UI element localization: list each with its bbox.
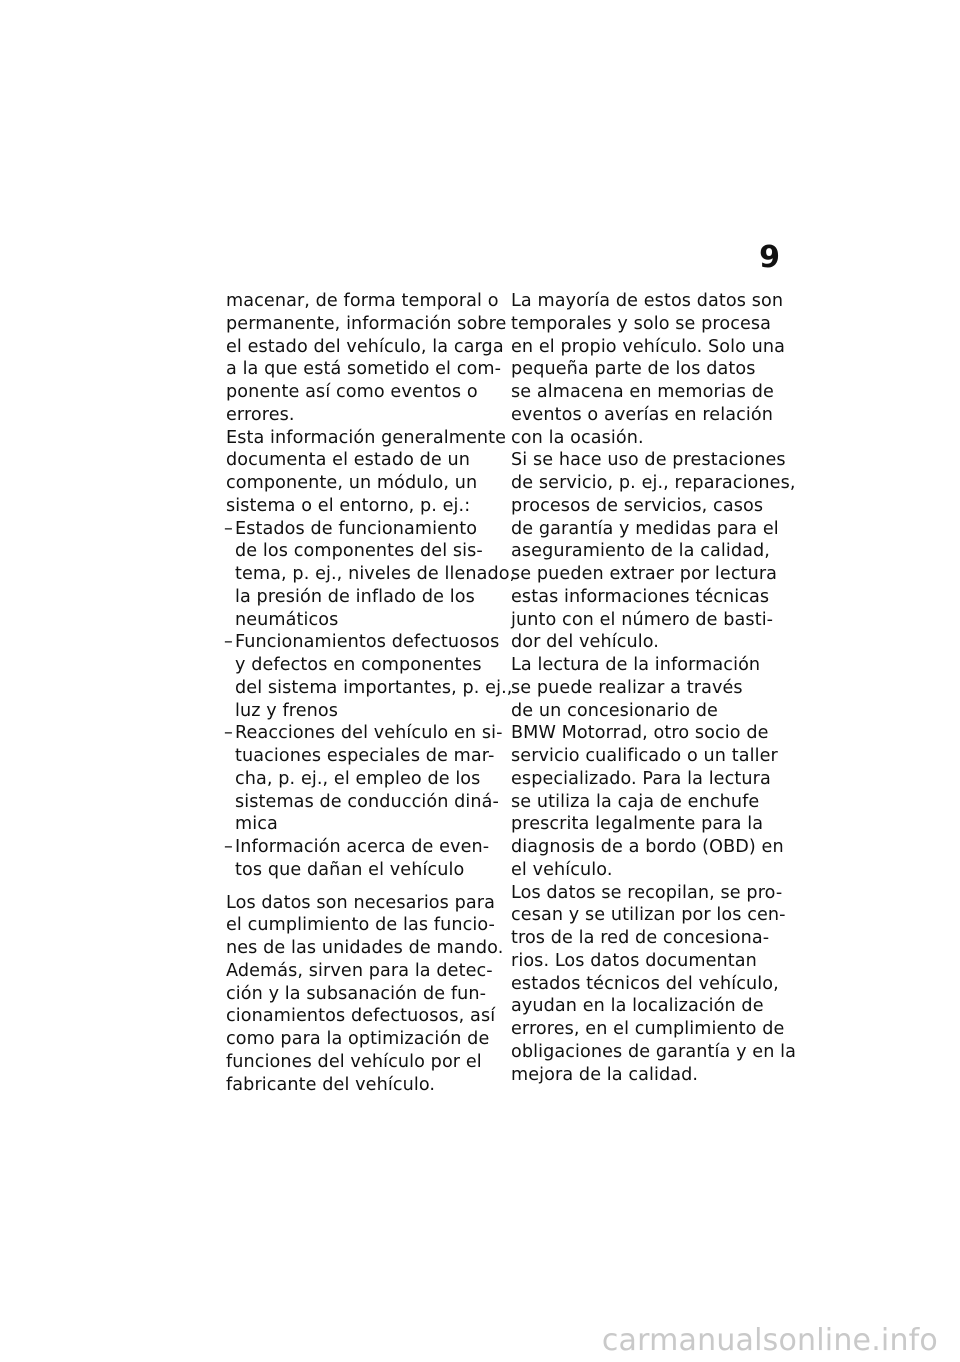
list-item xyxy=(226,836,494,882)
paragraph-left-2 xyxy=(226,427,507,518)
list-item xyxy=(224,722,503,836)
text-line: se pueden extraer por lectura xyxy=(511,564,778,584)
text-line: y defectos en componentes xyxy=(235,655,482,675)
left-column xyxy=(224,290,516,1096)
bullet-dash: – xyxy=(224,723,233,744)
text-line: Los datos se recopilan, se pro- xyxy=(511,882,783,903)
paragraph-left-1 xyxy=(226,290,507,427)
right-column xyxy=(511,290,797,1086)
text-line: funciones del vehículo por el xyxy=(226,1051,482,1072)
text-line: macenar, de forma temporal o xyxy=(226,291,499,311)
text-line: aseguramiento de la calidad, xyxy=(511,541,770,562)
text-line: rios. Los datos documentan xyxy=(511,950,757,971)
paragraph-gap xyxy=(226,882,494,892)
text-line: tos que dañan el vehículo xyxy=(235,859,465,880)
text-line: temporales y solo se procesa xyxy=(511,313,772,334)
text-line: permanente, información sobre xyxy=(226,313,507,334)
text-line: fabricante del vehículo. xyxy=(226,1074,436,1095)
text-line: diagnosis de a bordo (OBD) en xyxy=(511,837,784,857)
text-line: sistemas de conducción diná- xyxy=(235,791,499,812)
paragraph-right-3 xyxy=(511,654,783,882)
bullet-list xyxy=(224,518,516,882)
text-line: se almacena en memorias de xyxy=(511,382,774,402)
text-line: Esta información generalmente xyxy=(226,427,507,448)
text-line: Los datos son necesarios para xyxy=(226,892,495,913)
list-item xyxy=(224,631,513,722)
bullet-dash: – xyxy=(224,518,233,539)
text-line: mica xyxy=(235,814,278,835)
text-line: se puede realizar a través xyxy=(511,677,743,698)
text-line: servicio cualificado o un taller xyxy=(511,746,778,766)
list-item xyxy=(224,518,516,632)
text-line: ponente así como eventos o xyxy=(226,382,478,402)
text-line: ayudan en la localización de xyxy=(511,996,764,1017)
paragraph-right-2 xyxy=(511,449,796,654)
text-line: Además, sirven para la detec- xyxy=(226,960,493,981)
text-line: estas informaciones técnicas xyxy=(511,586,770,607)
text-line: de servicio, p. ej., reparaciones, xyxy=(511,473,796,493)
text-line: procesos de servicios, casos xyxy=(511,495,764,516)
text-line: cha, p. ej., el empleo de los xyxy=(235,768,481,789)
text-line: como para la optimización de xyxy=(226,1029,490,1049)
text-line: especializado. Para la lectura xyxy=(511,768,771,789)
text-line: con la ocasión. xyxy=(511,427,644,448)
text-line: componente, un módulo, un xyxy=(226,473,478,493)
text-line: La mayoría de estos datos son xyxy=(511,291,784,311)
text-line: sistema o el entorno, p. ej.: xyxy=(226,495,471,516)
page-number: 9 xyxy=(759,240,780,275)
text-line: el cumplimiento de las funcio- xyxy=(226,915,495,936)
text-line: cionamientos defectuosos, así xyxy=(226,1006,496,1027)
text-line: errores. xyxy=(226,404,295,425)
text-line: dor del vehículo. xyxy=(511,632,659,653)
text-line: cesan y se utilizan por los cen- xyxy=(511,905,786,926)
text-line: en el propio vehículo. Solo una xyxy=(511,336,786,357)
text-line: tuaciones especiales de mar- xyxy=(235,746,495,766)
text-line: se utiliza la caja de enchufe xyxy=(511,791,760,812)
text-line: pequeña parte de los datos xyxy=(511,359,756,380)
text-line: prescrita legalmente para la xyxy=(511,814,764,835)
text-line: errores, en el cumplimiento de xyxy=(511,1019,785,1039)
list-item-text: Estados de funcionamiento xyxy=(235,518,478,539)
list-item-text: Reacciones del vehículo en si- xyxy=(235,723,503,744)
text-line: tema, p. ej., niveles de llenado, xyxy=(235,564,516,584)
text-line: luz y frenos xyxy=(235,700,339,721)
text-line: documenta el estado de un xyxy=(226,450,471,471)
text-line: el estado del vehículo, la carga xyxy=(226,336,504,357)
text-line: obligaciones de garantía y en la xyxy=(511,1041,797,1062)
text-line: el vehículo. xyxy=(511,859,613,880)
text-line: nes de las unidades de mando. xyxy=(226,938,504,958)
text-line: BMW Motorrad, otro socio de xyxy=(511,723,769,744)
text-line: ción y la subsanación de fun- xyxy=(226,983,487,1004)
paragraph-right-4 xyxy=(511,882,797,1087)
text-line: eventos o averías en relación xyxy=(511,404,773,425)
text-line: tros de la red de concesiona- xyxy=(511,928,770,948)
paragraph-left-3 xyxy=(226,892,504,1097)
text-line: a la que está sometido el com- xyxy=(226,359,502,380)
text-line: junto con el número de basti- xyxy=(511,609,774,630)
text-line: del sistema importantes, p. ej., xyxy=(235,677,513,698)
text-line: de un concesionario de xyxy=(511,700,718,721)
text-line: mejora de la calidad. xyxy=(511,1064,699,1085)
bullet-dash: – xyxy=(224,837,233,857)
paragraph-right-1 xyxy=(511,290,786,449)
text-line: de los componentes del sis- xyxy=(235,541,483,562)
text-line: estados técnicos del vehículo, xyxy=(511,973,779,994)
text-line: neumáticos xyxy=(235,609,339,630)
bullet-dash: – xyxy=(224,632,233,653)
text-line: La lectura de la información xyxy=(511,655,761,675)
text-line: Si se hace uso de prestaciones xyxy=(511,450,786,471)
list-item-text: Información acerca de even- xyxy=(235,837,490,857)
list-item-text: Funcionamientos defectuosos xyxy=(235,632,500,653)
watermark-link[interactable]: carmanualsonline.info xyxy=(601,1323,938,1358)
text-line: la presión de inflado de los xyxy=(235,586,475,607)
text-line: de garantía y medidas para el xyxy=(511,518,779,539)
